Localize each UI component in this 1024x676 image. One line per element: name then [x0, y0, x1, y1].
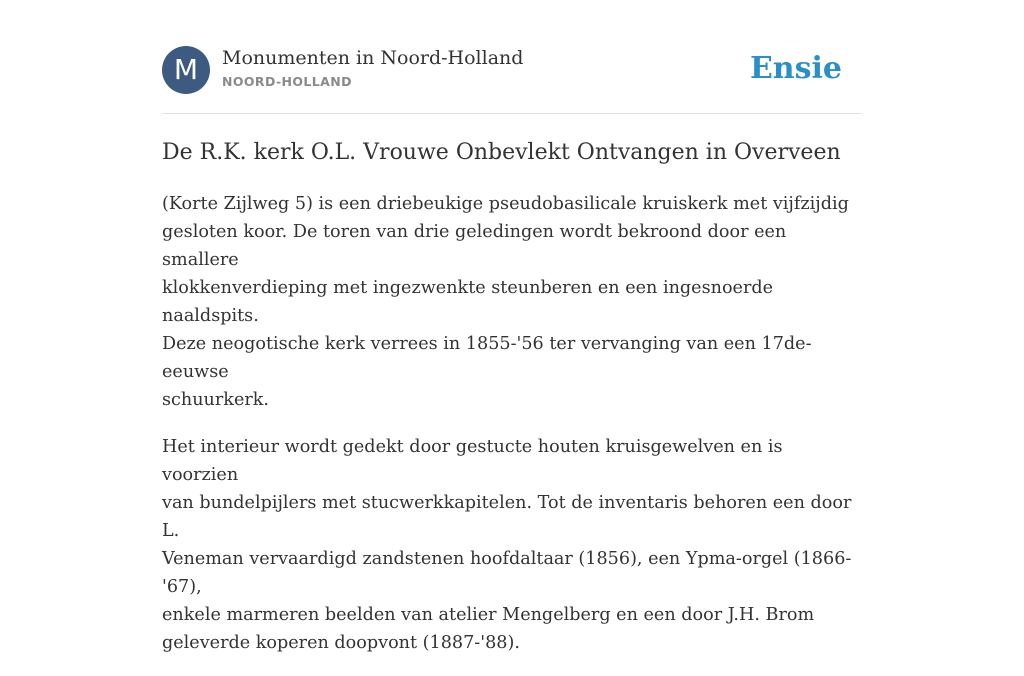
paragraph-line: enkele marmeren beelden van atelier Mengelberg en een door J.H. Brom [162, 605, 815, 625]
paragraph-line: schuurkerk. [162, 390, 270, 410]
paragraph-line: Het interieur wordt gedekt door gestucte houten kruisgewelven en is voorzien [162, 437, 783, 485]
paragraph-line: (Korte Zijlweg 5) is een driebeukige pseudobasilicale kruiskerk met vijfzijdig [162, 194, 849, 214]
collection-subtitle: NOORD-HOLLAND [222, 74, 352, 89]
collection-title[interactable]: Monumenten in Noord-Holland [222, 47, 524, 69]
paragraph-line: Veneman vervaardigd zandstenen hoofdaltaar (1856), een Ypma-orgel (1866-'67), [162, 549, 852, 597]
paragraph-line: gesloten koor. De toren van drie geledingen wordt bekroond door een smallere [162, 222, 787, 270]
article-paragraph [162, 433, 862, 657]
paragraph-line: geleverde koperen doopvont (1887-'88). [162, 633, 520, 653]
ensie-logo[interactable]: Ensie [749, 51, 842, 86]
article-paragraph [162, 190, 862, 414]
paragraph-line: klokkenverdieping met ingezwenkte steunberen en een ingesnoerde naaldspits. [162, 278, 774, 326]
article-body [162, 190, 862, 676]
header [162, 46, 862, 96]
collection-avatar[interactable]: M [162, 46, 210, 94]
paragraph-line: van bundelpijlers met stucwerkkapitelen. Tot de inventaris behoren een door L. [162, 493, 852, 541]
header-divider [162, 113, 862, 114]
paragraph-line: Deze neogotische kerk verrees in 1855-'56 ter vervanging van een 17de-eeuwse [162, 334, 812, 382]
article-title: De R.K. kerk O.L. Vrouwe Onbevlekt Ontvangen in Overveen [162, 140, 841, 165]
